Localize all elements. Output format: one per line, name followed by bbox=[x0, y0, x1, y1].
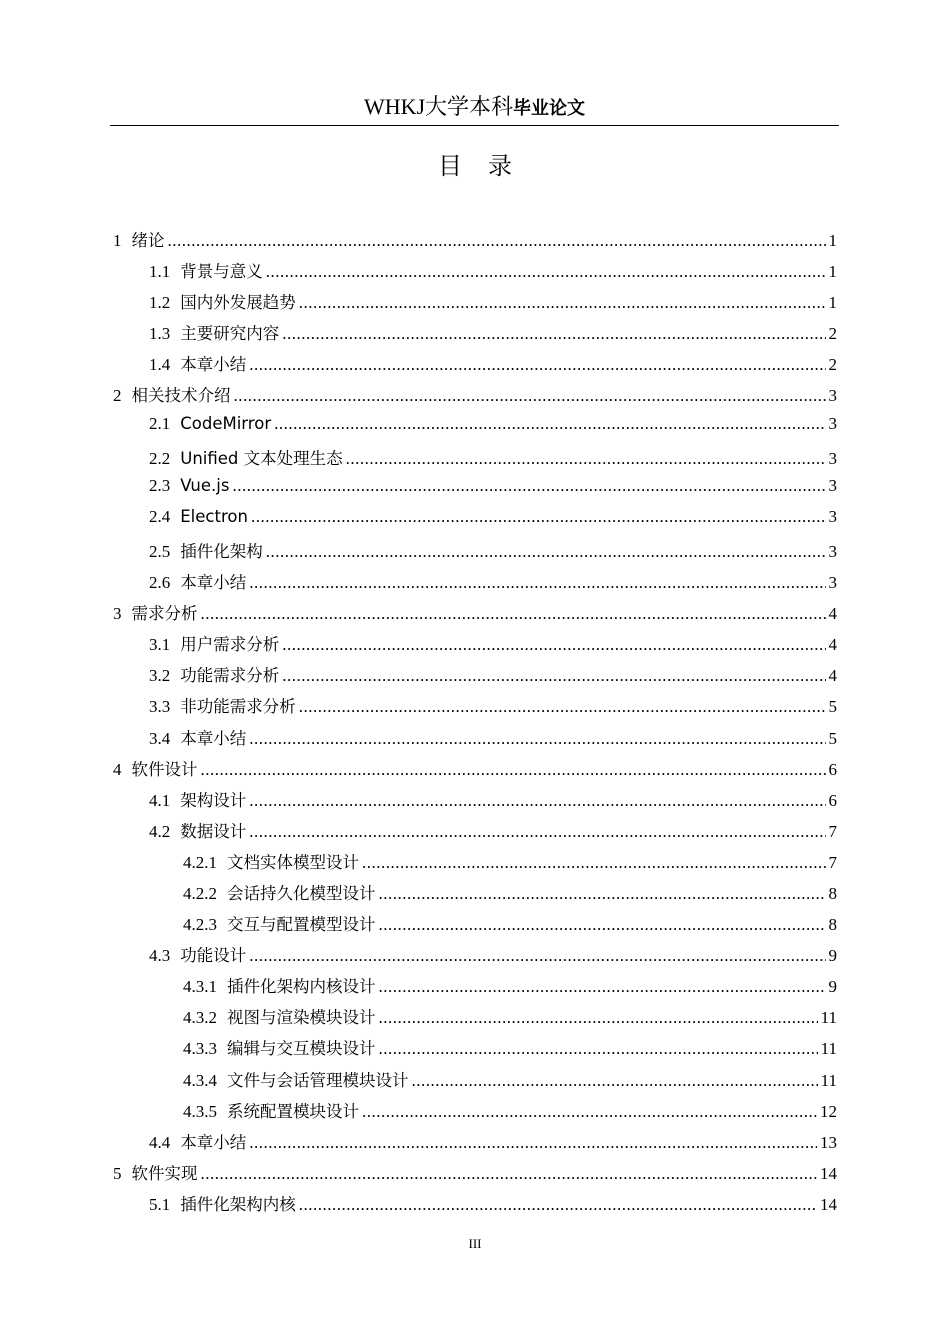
toc-entry[interactable] bbox=[110, 787, 837, 818]
toc-dot-leader bbox=[299, 293, 826, 313]
toc-entry-title: 架构设计 bbox=[180, 790, 247, 810]
toc-entry-page: 2 bbox=[828, 355, 837, 375]
toc-entry[interactable] bbox=[110, 538, 837, 569]
toc-dot-leader bbox=[379, 884, 826, 904]
toc-entry-number: 2.3 bbox=[149, 475, 171, 495]
header-rule bbox=[110, 125, 839, 126]
toc-entry-title: 文档实体模型设计 bbox=[227, 852, 359, 872]
toc-entry[interactable] bbox=[110, 1067, 837, 1098]
toc-entry-title: 国内外发展趋势 bbox=[180, 293, 296, 313]
toc-entry[interactable] bbox=[110, 1129, 837, 1160]
toc-dot-leader bbox=[249, 946, 825, 966]
toc-entry[interactable] bbox=[110, 382, 837, 413]
toc-entry[interactable] bbox=[110, 258, 837, 289]
toc-entry[interactable] bbox=[110, 662, 837, 693]
toc-entry-title: 功能需求分析 bbox=[180, 666, 280, 686]
toc-dot-leader bbox=[274, 414, 825, 434]
toc-entry[interactable] bbox=[110, 756, 837, 787]
toc-entry-page: 13 bbox=[820, 1132, 837, 1152]
toc-entry[interactable] bbox=[110, 818, 837, 849]
toc-entry-page: 8 bbox=[828, 883, 837, 903]
toc-dot-leader bbox=[249, 822, 825, 842]
toc-entry[interactable] bbox=[110, 942, 837, 973]
toc-entry-page: 3 bbox=[828, 413, 837, 433]
toc-entry-page: 11 bbox=[820, 1039, 837, 1059]
toc-entry-page: 11 bbox=[820, 1008, 837, 1028]
toc-dot-leader bbox=[201, 1164, 818, 1184]
toc-dot-leader bbox=[362, 1102, 817, 1122]
toc-entry[interactable] bbox=[110, 973, 837, 1004]
toc-entry-page: 7 bbox=[828, 852, 837, 872]
page-title: 目录 bbox=[438, 152, 538, 180]
toc-entry-page: 9 bbox=[828, 977, 837, 997]
toc-dot-leader bbox=[249, 355, 825, 375]
toc-entry-number: 2.1 bbox=[149, 413, 171, 433]
toc-entry[interactable] bbox=[110, 507, 837, 538]
toc-entry-title: 功能设计 bbox=[180, 946, 247, 966]
toc-entry-number: 5 bbox=[113, 1163, 122, 1183]
toc-entry-number: 4.3.4 bbox=[183, 1070, 217, 1090]
toc-entry-title: CodeMirror bbox=[180, 413, 272, 433]
toc-entry-title: 本章小结 bbox=[180, 355, 247, 375]
toc-entry-title: 本章小结 bbox=[180, 728, 247, 748]
toc-entry[interactable] bbox=[110, 320, 837, 351]
toc-dot-leader bbox=[299, 697, 826, 717]
toc-entry-number: 4.4 bbox=[149, 1132, 171, 1152]
toc-dot-leader bbox=[249, 729, 825, 749]
table-of-contents bbox=[110, 227, 837, 1222]
toc-entry-title: 插件化架构内核 bbox=[180, 1194, 296, 1214]
toc-entry-number: 1.1 bbox=[149, 262, 171, 282]
toc-entry-title: 插件化架构 bbox=[180, 541, 263, 561]
toc-entry-title: 本章小结 bbox=[180, 1132, 247, 1152]
toc-entry-title: 视图与渲染模块设计 bbox=[227, 1008, 376, 1028]
toc-entry-number: 4.3.2 bbox=[183, 1008, 217, 1028]
toc-entry-number: 3.4 bbox=[149, 728, 171, 748]
toc-entry-page: 1 bbox=[828, 293, 837, 313]
toc-entry-number: 4.2.1 bbox=[183, 852, 217, 872]
toc-entry[interactable] bbox=[110, 631, 837, 662]
toc-entry-number: 2.6 bbox=[149, 573, 171, 593]
toc-entry[interactable] bbox=[110, 1004, 837, 1035]
toc-entry-number: 1 bbox=[113, 231, 122, 250]
toc-entry-title: 编辑与交互模块设计 bbox=[227, 1039, 376, 1059]
toc-entry[interactable] bbox=[110, 445, 837, 476]
toc-dot-leader bbox=[362, 853, 826, 873]
toc-entry-page: 6 bbox=[828, 759, 837, 779]
toc-entry-page: 3 bbox=[828, 573, 837, 593]
toc-entry-number: 4 bbox=[113, 759, 122, 779]
toc-entry-page: 14 bbox=[820, 1194, 837, 1214]
toc-dot-leader bbox=[168, 231, 826, 251]
toc-entry-title: 主要研究内容 bbox=[180, 324, 280, 344]
toc-entry[interactable] bbox=[110, 880, 837, 911]
toc-entry-page: 4 bbox=[828, 666, 837, 686]
toc-entry[interactable] bbox=[110, 351, 837, 382]
toc-dot-leader bbox=[412, 1071, 818, 1091]
toc-dot-leader bbox=[282, 666, 825, 686]
toc-entry-number: 2.2 bbox=[149, 448, 171, 468]
toc-entry-page: 5 bbox=[828, 728, 837, 748]
toc-dot-leader bbox=[249, 791, 825, 811]
toc-entry-number: 3.2 bbox=[149, 666, 171, 686]
toc-entry-page: 1 bbox=[828, 262, 837, 282]
toc-dot-leader bbox=[249, 573, 825, 593]
toc-entry-title: 数据设计 bbox=[180, 821, 247, 841]
toc-entry-number: 4.3 bbox=[149, 946, 171, 966]
toc-entry-number: 4.3.3 bbox=[183, 1039, 217, 1059]
toc-entry[interactable] bbox=[110, 849, 837, 880]
toc-entry[interactable] bbox=[110, 1035, 837, 1066]
toc-entry-title: 软件实现 bbox=[131, 1163, 198, 1183]
toc-entry-number: 1.3 bbox=[149, 324, 171, 344]
toc-entry[interactable] bbox=[110, 600, 837, 631]
toc-entry-title: 插件化架构内核设计 bbox=[227, 977, 376, 997]
toc-entry-page: 11 bbox=[820, 1070, 837, 1090]
toc-entry-page: 4 bbox=[828, 604, 837, 624]
toc-entry-number: 1.4 bbox=[149, 355, 171, 375]
toc-entry-title: 绪论 bbox=[131, 231, 165, 250]
toc-entry-page: 2 bbox=[828, 324, 837, 344]
toc-dot-leader bbox=[266, 542, 826, 562]
toc-entry-page: 12 bbox=[820, 1101, 837, 1121]
toc-entry-number: 1.2 bbox=[149, 293, 171, 313]
toc-entry[interactable] bbox=[110, 911, 837, 942]
header-school: WHKJ大学本科 bbox=[363, 94, 514, 119]
toc-entry-title: 软件设计 bbox=[131, 759, 198, 779]
toc-entry-page: 3 bbox=[828, 541, 837, 561]
running-header bbox=[110, 92, 839, 125]
toc-entry-title: Electron bbox=[180, 506, 248, 526]
toc-entry-number: 2 bbox=[113, 386, 122, 406]
toc-entry-number: 2.4 bbox=[149, 506, 171, 526]
toc-entry-number: 4.3.5 bbox=[183, 1101, 217, 1121]
toc-dot-leader bbox=[249, 1133, 817, 1153]
toc-entry[interactable] bbox=[110, 725, 837, 756]
toc-entry-page: 3 bbox=[828, 386, 837, 406]
toc-entry-title: 相关技术介绍 bbox=[131, 386, 231, 406]
toc-dot-leader bbox=[299, 1195, 817, 1215]
toc-dot-leader bbox=[379, 977, 826, 997]
toc-entry-page: 7 bbox=[828, 821, 837, 841]
toc-entry[interactable] bbox=[110, 414, 837, 445]
toc-entry-number: 4.3.1 bbox=[183, 977, 217, 997]
toc-dot-leader bbox=[379, 1008, 818, 1028]
toc-entry-title: Vue.js bbox=[180, 475, 230, 495]
toc-entry[interactable] bbox=[110, 289, 837, 320]
toc-dot-leader bbox=[201, 604, 826, 624]
toc-entry-number: 3.1 bbox=[149, 635, 171, 655]
toc-entry-page: 3 bbox=[828, 475, 837, 495]
toc-entry-title: 交互与配置模型设计 bbox=[227, 915, 376, 935]
toc-entry[interactable] bbox=[110, 569, 837, 600]
toc-entry-page: 3 bbox=[828, 448, 837, 468]
toc-entry-title: 用户需求分析 bbox=[180, 635, 280, 655]
toc-entry-number: 3.3 bbox=[149, 697, 171, 717]
toc-entry-number: 3 bbox=[113, 604, 122, 624]
toc-entry-number: 4.2.2 bbox=[183, 883, 217, 903]
toc-entry-title: 背景与意义 bbox=[180, 262, 263, 282]
toc-dot-leader bbox=[232, 476, 825, 496]
toc-entry[interactable] bbox=[110, 476, 837, 507]
toc-entry-page: 4 bbox=[828, 635, 837, 655]
toc-dot-leader bbox=[266, 262, 826, 282]
toc-entry-number: 5.1 bbox=[149, 1194, 171, 1214]
toc-entry-number: 4.1 bbox=[149, 790, 171, 810]
toc-entry-number: 2.5 bbox=[149, 541, 171, 561]
toc-entry[interactable] bbox=[110, 1160, 837, 1191]
page-number: III bbox=[468, 1236, 482, 1251]
toc-entry-page: 14 bbox=[820, 1163, 837, 1183]
toc-entry-title: 需求分析 bbox=[131, 604, 198, 624]
toc-entry-page: 8 bbox=[828, 915, 837, 935]
toc-entry-page: 9 bbox=[828, 946, 837, 966]
toc-dot-leader bbox=[234, 386, 826, 406]
toc-dot-leader bbox=[282, 635, 825, 655]
toc-entry[interactable] bbox=[110, 227, 837, 258]
toc-entry-title: 非功能需求分析 bbox=[180, 697, 296, 717]
toc-entry-title: 文件与会话管理模块设计 bbox=[227, 1070, 409, 1090]
toc-entry-title: 系统配置模块设计 bbox=[227, 1101, 359, 1121]
toc-entry[interactable] bbox=[110, 1191, 837, 1222]
toc-dot-leader bbox=[282, 324, 825, 344]
toc-entry-title: Unified 文本处理生态 bbox=[180, 448, 343, 468]
toc-entry-title: 本章小结 bbox=[180, 573, 247, 593]
toc-entry-page: 6 bbox=[828, 790, 837, 810]
toc-entry-page: 5 bbox=[828, 697, 837, 717]
toc-entry[interactable] bbox=[110, 693, 837, 724]
toc-entry-page: 3 bbox=[828, 506, 837, 526]
toc-dot-leader bbox=[346, 449, 826, 469]
toc-dot-leader bbox=[251, 507, 826, 527]
toc-entry-number: 4.2.3 bbox=[183, 915, 217, 935]
toc-dot-leader bbox=[201, 760, 826, 780]
toc-entry-title: 会话持久化模型设计 bbox=[227, 883, 376, 903]
toc-dot-leader bbox=[379, 915, 826, 935]
toc-entry[interactable] bbox=[110, 1098, 837, 1129]
toc-dot-leader bbox=[379, 1039, 818, 1059]
toc-entry-number: 4.2 bbox=[149, 821, 171, 841]
header-subtitle: 毕业论文 bbox=[513, 98, 586, 119]
toc-entry-page: 1 bbox=[828, 231, 837, 250]
